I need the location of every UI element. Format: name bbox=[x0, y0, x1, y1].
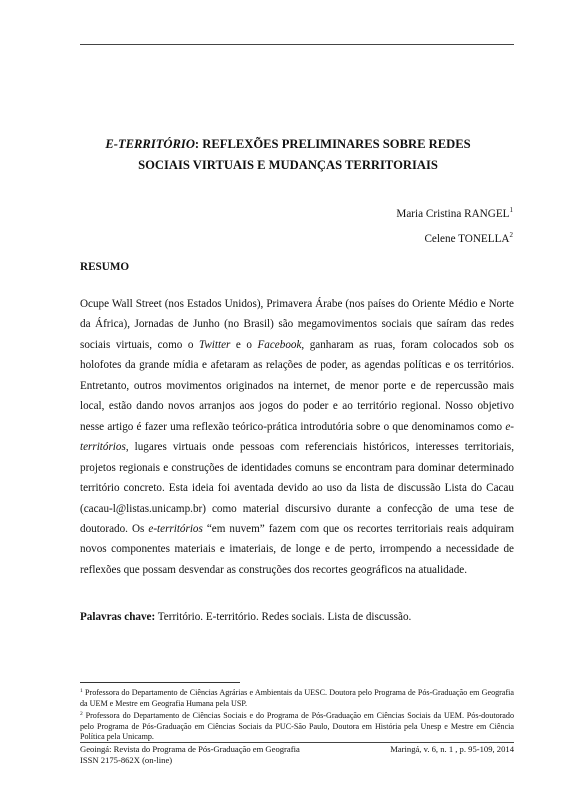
issue-info: Maringá, v. 6, n. 1 , p. 95-109, 2014 bbox=[390, 744, 514, 754]
footnote-text: Professora do Departamento de Ciências Sociais e do Programa de Pós-Graduação em Ciências Sociais da UEM. Pós-doutorado pelo Programa de Pós-Graduação em Ciências Sociais da PUC-São Paulo, Doutora em História pela Unesp e Mestre em Ciência Política pela Unicamp. bbox=[80, 711, 514, 741]
journal-info bbox=[80, 744, 300, 766]
title-line-1 bbox=[105, 137, 470, 151]
abstract-italic-eterritorios: e-territórios bbox=[80, 420, 514, 454]
title-italic: E-TERRITÓRIO bbox=[105, 137, 195, 151]
keywords-text: Território. E-território. Redes sociais. Lista de discussão. bbox=[155, 611, 412, 623]
header-rule bbox=[80, 44, 514, 45]
footnote-rule bbox=[80, 682, 240, 683]
author-list bbox=[396, 200, 513, 249]
author-name: Maria Cristina RANGEL bbox=[396, 208, 510, 220]
abstract-heading: RESUMO bbox=[80, 261, 130, 273]
author-name: Celene TONELLA bbox=[424, 232, 510, 245]
abstract-text: , lugares virtuais onde pessoas com referenciais históricos, interesses territoriais, projetos regionais e construções de identidades comuns se encontram para dominar determinado território concreto. Esta ideia foi aventada devido ao uso da lista de discussão Lista do Cacau (cacau-l@listas.unicamp.br) como material discursivo durante a confecção de uma tese de doutorado. Os bbox=[80, 441, 514, 535]
author-2 bbox=[396, 225, 513, 250]
abstract-text: e o bbox=[230, 338, 258, 351]
article-title bbox=[70, 134, 506, 176]
abstract-text: “em nuvem” fazem com que os recortes territoriais reais adquiram novos componentes materiais e imateriais, de longe e de perto, irrompendo a necessidade de reflexões que possam desvendar as construções dos recortes geográficos na atualidade. bbox=[80, 522, 514, 576]
keywords bbox=[80, 611, 514, 623]
abstract-text: , ganharam as ruas, foram colocados sob os holofotes da grande mídia e afetaram as relações de poder, as agendas políticas e os territórios. Entretanto, outros movimentos originados na internet, de menor porte e de repercussão mais local, estão dando novos arranjos aos jogos do poder e ao território regional. Nosso objetivo nesse artigo é fazer uma reflexão teórico-prática introdutória sobre o que denominamos como bbox=[80, 338, 514, 433]
abstract-italic-twitter: Twitter bbox=[198, 338, 231, 351]
abstract-text: Ocupe Wall Street (nos Estados Unidos), Primavera Árabe (nos países do Oriente Médio e Norte da África), Jornadas de Junho (no Brasil) são megamovimentos sociais que saíram das redes sociais virtuais, como o bbox=[80, 298, 514, 351]
footer-rule bbox=[80, 742, 514, 743]
author-footnote-mark: 2 bbox=[509, 230, 513, 239]
footnote-text: Professora do Departamento de Ciências Agrárias e Ambientais da UESC. Doutora pelo Programa de Pós-Graduação em Geografia da UEM e Mestre em Geografia Humana pela USP. bbox=[80, 688, 514, 708]
footnote-mark: 1 bbox=[80, 688, 83, 694]
journal-issn: ISSN 2175-862X (on-line) bbox=[80, 755, 173, 765]
footnote-2 bbox=[80, 709, 514, 743]
footnote-1 bbox=[80, 686, 514, 709]
footnote-mark: 2 bbox=[80, 711, 83, 717]
keywords-label: Palavras chave: bbox=[80, 611, 156, 623]
abstract-italic-eterritorios: e-territórios bbox=[148, 522, 203, 535]
footnotes bbox=[80, 686, 514, 743]
title-line-2: SOCIAIS VIRTUAIS E MUDANÇAS TERRITORIAIS bbox=[138, 158, 438, 172]
journal-name: Geoingá: Revista do Programa de Pós-Graduação em Geografia bbox=[80, 744, 300, 754]
author-1 bbox=[396, 200, 513, 225]
title-rest: : REFLEXÕES PRELIMINARES SOBRE REDES bbox=[194, 137, 471, 151]
abstract-body bbox=[80, 294, 514, 580]
author-footnote-mark: 1 bbox=[509, 206, 513, 214]
abstract-italic-facebook: Facebook bbox=[257, 338, 302, 351]
